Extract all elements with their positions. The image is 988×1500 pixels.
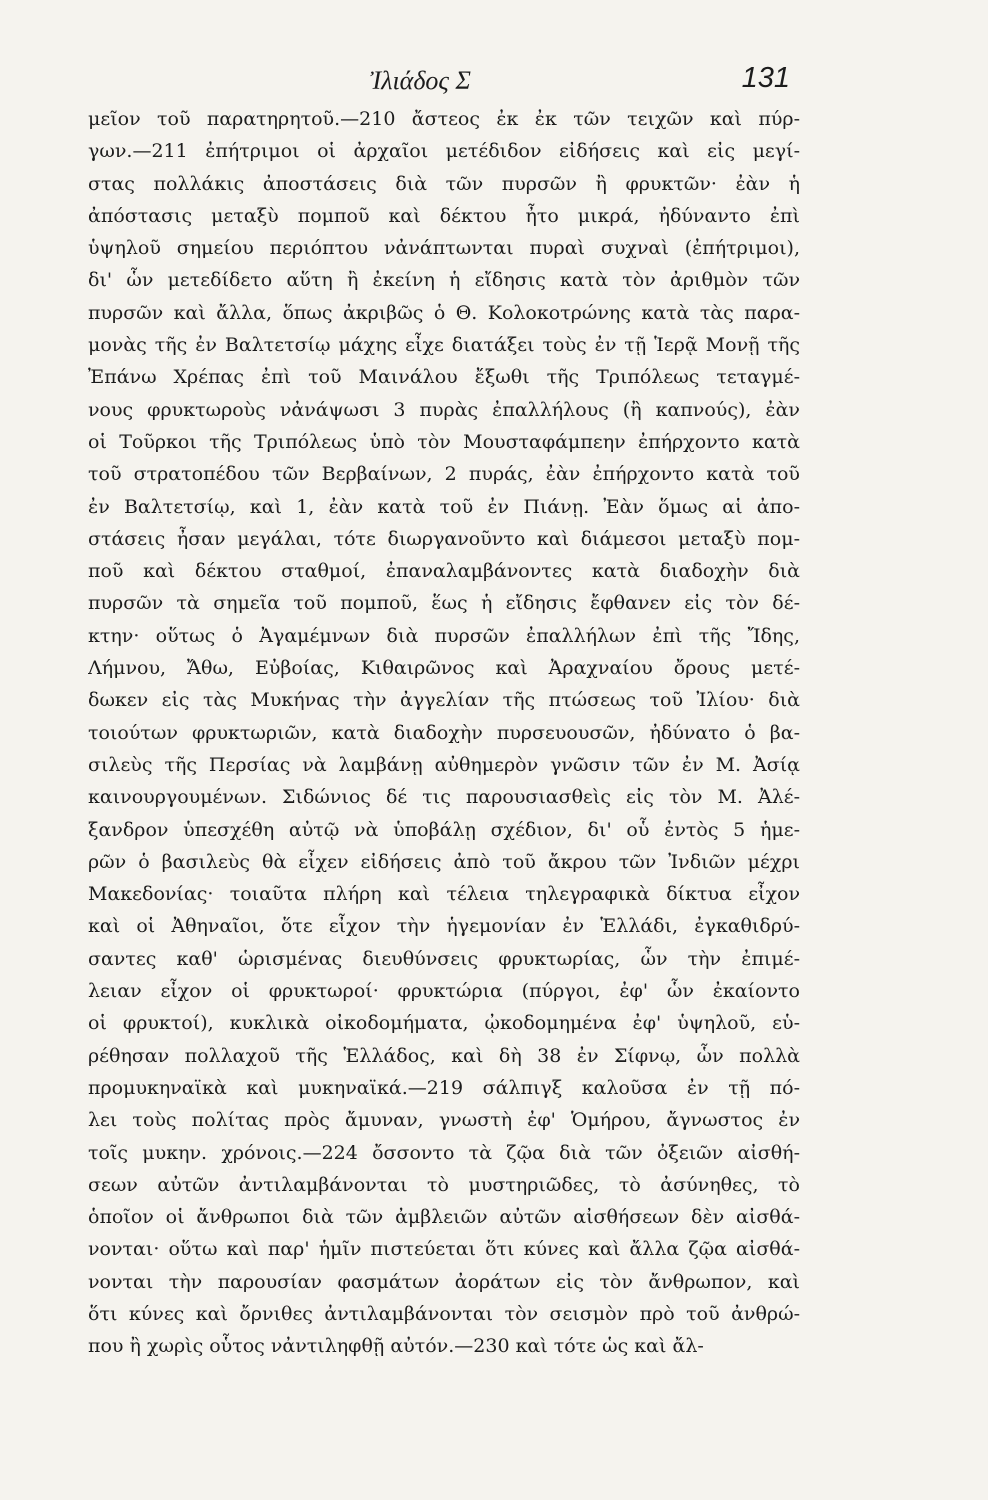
text-line: νους φρυκτωροὺς νἀνάψωσι 3 πυρὰς ἐπαλλήλους (ἢ καπνούς), ἐὰν: [88, 398, 800, 421]
text-line: καὶ οἱ Ἀθηναῖοι, ὅτε εἶχον τὴν ἡγεμονίαν ἐν Ἑλλάδι, ἐγκαθιδρύ-: [88, 915, 800, 938]
commentary-text: [88, 103, 800, 1363]
text-line: προμυκηναϊκὰ καὶ μυκηναϊκά.—219 σάλπιγξ καλοῦσα ἐν τῇ πό-: [88, 1076, 800, 1099]
text-line: ὑψηλοῦ σημείου περιόπτου νἀνάπτωνται πυραὶ συχναὶ (ἐπήτριμοι),: [88, 237, 800, 260]
text-line: οἱ Τοῦρκοι τῆς Τριπόλεως ὑπὸ τὸν Μουσταφάμπεην ἐπήρχοντο κατὰ: [88, 430, 800, 453]
text-line: νονται· οὕτω καὶ παρ' ἡμῖν πιστεύεται ὅτι κύνες καὶ ἄλλα ζῷα αἰσθά-: [88, 1238, 800, 1261]
text-line: ὁποῖον οἱ ἄνθρωποι διὰ τῶν ἀμβλειῶν αὐτῶν αἰσθήσεων δὲν αἰσθά-: [88, 1206, 800, 1229]
text-line: ἀπόστασις μεταξὺ πομποῦ καὶ δέκτου ἦτο μικρά, ἠδύναντο ἐπὶ: [88, 204, 800, 227]
text-line: σαντες καθ' ὡρισμένας διευθύνσεις φρυκτωρίας, ὧν τὴν ἐπιμέ-: [88, 947, 800, 970]
text-line: ποῦ καὶ δέκτου σταθμοί, ἐπαναλαμβάνοντες κατὰ διαδοχὴν διὰ: [88, 560, 800, 583]
text-line: ξανδρον ὑπεσχέθη αὐτῷ νὰ ὑποβάλῃ σχέδιον, δι' οὗ ἐντὸς 5 ἡμε-: [88, 818, 800, 841]
text-line: Μακεδονίας· τοιαῦτα πλήρη καὶ τέλεια τηλεγραφικὰ δίκτυα εἶχον: [88, 883, 800, 906]
text-line: δι' ὧν μετεδίδετο αὕτη ἢ ἐκείνη ἡ εἴδησις κατὰ τὸν ἀριθμὸν τῶν: [88, 269, 800, 292]
text-line: λει τοὺς πολίτας πρὸς ἄμυναν, γνωστὴ ἐφ' Ὁμήρου, ἄγνωστος ἐν: [88, 1109, 800, 1132]
text-line: Λήμνου, Ἄθω, Εὐβοίας, Κιθαιρῶνος καὶ Ἀραχναίου ὄρους μετέ-: [88, 657, 800, 680]
text-line: ρέθησαν πολλαχοῦ τῆς Ἑλλάδος, καὶ δὴ 38 ἐν Σίφνῳ, ὧν πολλὰ: [88, 1044, 800, 1067]
text-line: πυρσῶν καὶ ἄλλα, ὅπως ἀκριβῶς ὁ Θ. Κολοκοτρώνης κατὰ τὰς παρα-: [88, 301, 800, 324]
text-line: μεῖον τοῦ παρατηρητοῦ.—210 ἄστεος ἐκ ἐκ τῶν τειχῶν καὶ πύρ-: [88, 108, 800, 130]
text-line: καινουργουμένων. Σιδώνιος δέ τις παρουσιασθεὶς εἰς τὸν Μ. Ἀλέ-: [88, 786, 800, 809]
text-line: μονὰς τῆς ἐν Βαλτετσίῳ μάχης εἶχε διατάξει τοὺς ἐν τῇ Ἱερᾷ Μονῇ τῆς: [88, 334, 800, 357]
text-line: Ἐπάνω Χρέπας ἐπὶ τοῦ Μαινάλου ἔξωθι τῆς Τριπόλεως τεταγμέ-: [88, 366, 800, 389]
text-line: τοῦ στρατοπέδου τῶν Βερβαίνων, 2 πυράς, ἐὰν ἐπήρχοντο κατὰ τοῦ: [88, 463, 800, 486]
page-header: [90, 62, 790, 102]
text-line: οἱ φρυκτοί), κυκλικὰ οἰκοδομήματα, ᾠκοδομημένα ἐφ' ὑψηλοῦ, εὑ-: [88, 1012, 800, 1035]
text-line: στάσεις ἦσαν μεγάλαι, τότε διωργανοῦντο καὶ διάμεσοι μεταξὺ πομ-: [88, 527, 800, 550]
text-line: πυρσῶν τὰ σημεῖα τοῦ πομποῦ, ἕως ἡ εἴδησις ἔφθανεν εἰς τὸν δέ-: [88, 592, 800, 615]
text-line: δωκεν εἰς τὰς Μυκήνας τὴν ἀγγελίαν τῆς πτώσεως τοῦ Ἰλίου· διὰ: [88, 689, 800, 712]
text-line: ἐν Βαλτετσίῳ, καὶ 1, ἐὰν κατὰ τοῦ ἐν Πιάνῃ. Ἐὰν ὅμως αἱ ἀπο-: [88, 495, 800, 518]
text-line: που ἢ χωρὶς οὗτος νἀντιληφθῇ αὐτόν.—230 καὶ τότε ὡς καὶ ἄλ-: [88, 1335, 704, 1358]
text-line: ὅτι κύνες καὶ ὄρνιθες ἀντιλαμβάνονται τὸν σεισμὸν πρὸ τοῦ ἀνθρώ-: [88, 1302, 800, 1325]
text-line: νονται τὴν παρουσίαν φασμάτων ἀοράτων εἰς τὸν ἄνθρωπον, καὶ: [88, 1270, 800, 1293]
text-line: γων.—211 ἐπήτριμοι οἱ ἀρχαῖοι μετέδιδον εἰδήσεις καὶ εἰς μεγί-: [88, 140, 800, 163]
text-line: τοῖς μυκην. χρόνοις.—224 ὄσσοντο τὰ ζῷα διὰ τῶν ὀξειῶν αἰσθή-: [88, 1141, 800, 1164]
page-number: 131: [741, 62, 790, 94]
text-line: κτην· οὕτως ὁ Ἀγαμέμνων διὰ πυρσῶν ἐπαλλήλων ἐπὶ τῆς Ἴδης,: [88, 624, 800, 647]
text-line: στας πολλάκις ἀποστάσεις διὰ τῶν πυρσῶν ἢ φρυκτῶν· ἐὰν ἡ: [88, 172, 800, 195]
text-line: λειαν εἶχον οἱ φρυκτωροί· φρυκτώρια (πύργοι, ἐφ' ὧν ἐκαίοντο: [88, 980, 800, 1003]
text-line: ρῶν ὁ βασιλεὺς θὰ εἶχεν εἰδήσεις ἀπὸ τοῦ ἄκρου τῶν Ἰνδιῶν μέχρι: [88, 850, 800, 873]
running-title: Ἰλιάδος Σ: [370, 66, 471, 95]
text-line: σιλεὺς τῆς Περσίας νὰ λαμβάνῃ αὐθημερὸν γνῶσιν τῶν ἐν Μ. Ἀσίᾳ: [88, 753, 800, 776]
text-line: τοιούτων φρυκτωριῶν, κατὰ διαδοχὴν πυρσευουσῶν, ἠδύνατο ὁ βα-: [88, 721, 800, 744]
text-line: σεων αὐτῶν ἀντιλαμβάνονται τὸ μυστηριῶδες, τὸ ἀσύνηθες, τὸ: [88, 1173, 800, 1196]
